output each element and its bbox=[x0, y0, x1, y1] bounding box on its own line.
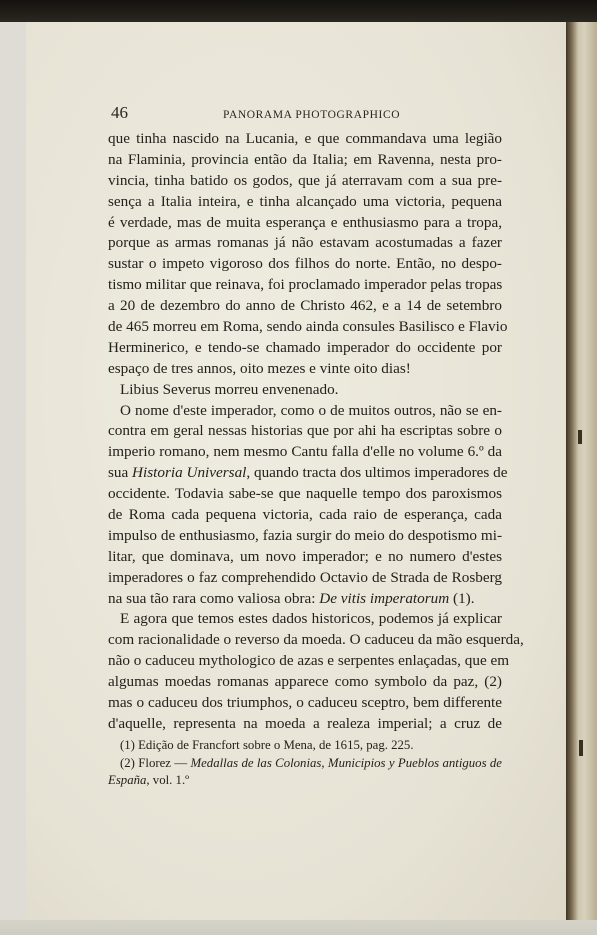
text-line: de Roma cada pequena victoria, cada raio de esperança, cada bbox=[108, 506, 502, 524]
text-line: a 20 de dezembro do anno de Christo 462, e a 14 de setembro bbox=[108, 297, 502, 315]
body-text bbox=[108, 129, 524, 735]
text-fragment: na sua tão rara como valiosa obra: bbox=[108, 589, 320, 607]
text-line: sença a Italia inteira, e tinha alcançado uma victoria, pequena bbox=[108, 192, 502, 210]
text-line: espaço de tres annos, oito mezes e vinte oito dias! bbox=[108, 359, 411, 377]
book-gutter-edge bbox=[566, 22, 597, 922]
footnote-2 bbox=[108, 755, 502, 773]
text-fragment: sua bbox=[108, 464, 133, 482]
book-title-italic: De vitis imperatorum bbox=[319, 589, 450, 607]
text-line: é verdade, mas de muita esperança e enthusiasmo para a tropa, bbox=[108, 213, 502, 231]
text-line: porque as armas romanas já não estavam acostumadas a fazer bbox=[108, 234, 502, 252]
text-line: sustar o impeto vigoroso dos filhos do norte. Então, no despo- bbox=[108, 255, 502, 273]
text-line: occidente. Todavia sabe-se que naquelle tempo dos paroxismos bbox=[108, 485, 502, 503]
text-line: imperadores o faz comprehendido Octavio de Strada de Rosberg bbox=[108, 568, 502, 586]
text-line: mas o caduceu dos triumphos, o caduceu sceptro, bem differente bbox=[108, 694, 502, 712]
text-fragment: , quando tracta dos ultimos imperadores de bbox=[246, 464, 508, 482]
footnote-2-prefix: (2) Florez — bbox=[120, 755, 191, 770]
text-line: com racionalidade o reverso da moeda. O caduceu da mão esquerda, bbox=[108, 631, 524, 649]
text-line: E agora que temos estes dados historicos, podemos já explicar bbox=[120, 610, 502, 628]
text-line: Herminerico, e tendo-se chamado imperador do occidente por bbox=[108, 338, 502, 356]
text-line: O nome d'este imperador, como o de muitos outros, não se en- bbox=[120, 401, 502, 419]
text-fragment: (1). bbox=[449, 589, 475, 607]
footnote-2-suffix: , vol. 1.º bbox=[146, 773, 190, 787]
page-header bbox=[111, 103, 501, 127]
footnote-1: (1) Edição de Francfort sobre o Mena, de 1615, pag. 225. bbox=[120, 738, 414, 752]
text-line: impulso de enthusiasmo, fazia surgir do meio do despotismo mi- bbox=[108, 526, 502, 544]
text-line: vincia, tinha batido os godos, que já aterravam com a sua pre- bbox=[108, 171, 502, 189]
text-line-mixed bbox=[108, 463, 508, 484]
footnote-2-title: Medallas de las Colonias, Municipios y Pueblos antiguos de bbox=[190, 755, 502, 770]
text-line: contra em geral nessas historias que por ahi ha escriptas sobre o bbox=[108, 422, 502, 440]
text-line: não o caduceu mythologico de azas e serpentes enlaçadas, que em bbox=[108, 652, 510, 670]
book-title-italic: Historia Universal bbox=[132, 464, 247, 482]
text-line: d'aquelle, representa na moeda a realeza imperial; a cruz de bbox=[108, 714, 502, 732]
scan-bottom-edge bbox=[0, 920, 597, 935]
text-line: Libius Severus morreu envenenado. bbox=[120, 380, 339, 398]
page-number: 46 bbox=[111, 103, 128, 122]
text-line: de 465 morreu em Roma, sendo ainda consules Basilisco e Flavio bbox=[108, 318, 508, 336]
footnote-2-continued bbox=[108, 772, 502, 790]
text-line: tismo militar que reinava, foi proclamado imperador pelas tropas bbox=[108, 276, 503, 294]
text-line: litar, que dominava, um novo imperador; e no numero d'estes bbox=[108, 547, 502, 565]
footnote-2-title-end: España bbox=[108, 773, 147, 787]
footnotes bbox=[108, 737, 502, 790]
text-line: na Flaminia, provincia então da Italia; em Ravenna, nesta pro- bbox=[108, 150, 502, 168]
page-edge-mark bbox=[579, 740, 583, 756]
text-line: que tinha nascido na Lucania, e que commandava uma legião bbox=[108, 130, 502, 147]
text-line: algumas moedas romanas apparece como symbolo da paz, (2) bbox=[108, 673, 502, 691]
text-line-mixed bbox=[108, 589, 502, 610]
scan-top-edge bbox=[0, 0, 597, 22]
running-head: PANORAMA PHOTOGRAPHICO bbox=[223, 109, 401, 121]
text-line: imperio romano, nem mesmo Cantu falla d'elle no volume 6.º da bbox=[108, 443, 502, 461]
page-edge-mark bbox=[578, 430, 582, 444]
